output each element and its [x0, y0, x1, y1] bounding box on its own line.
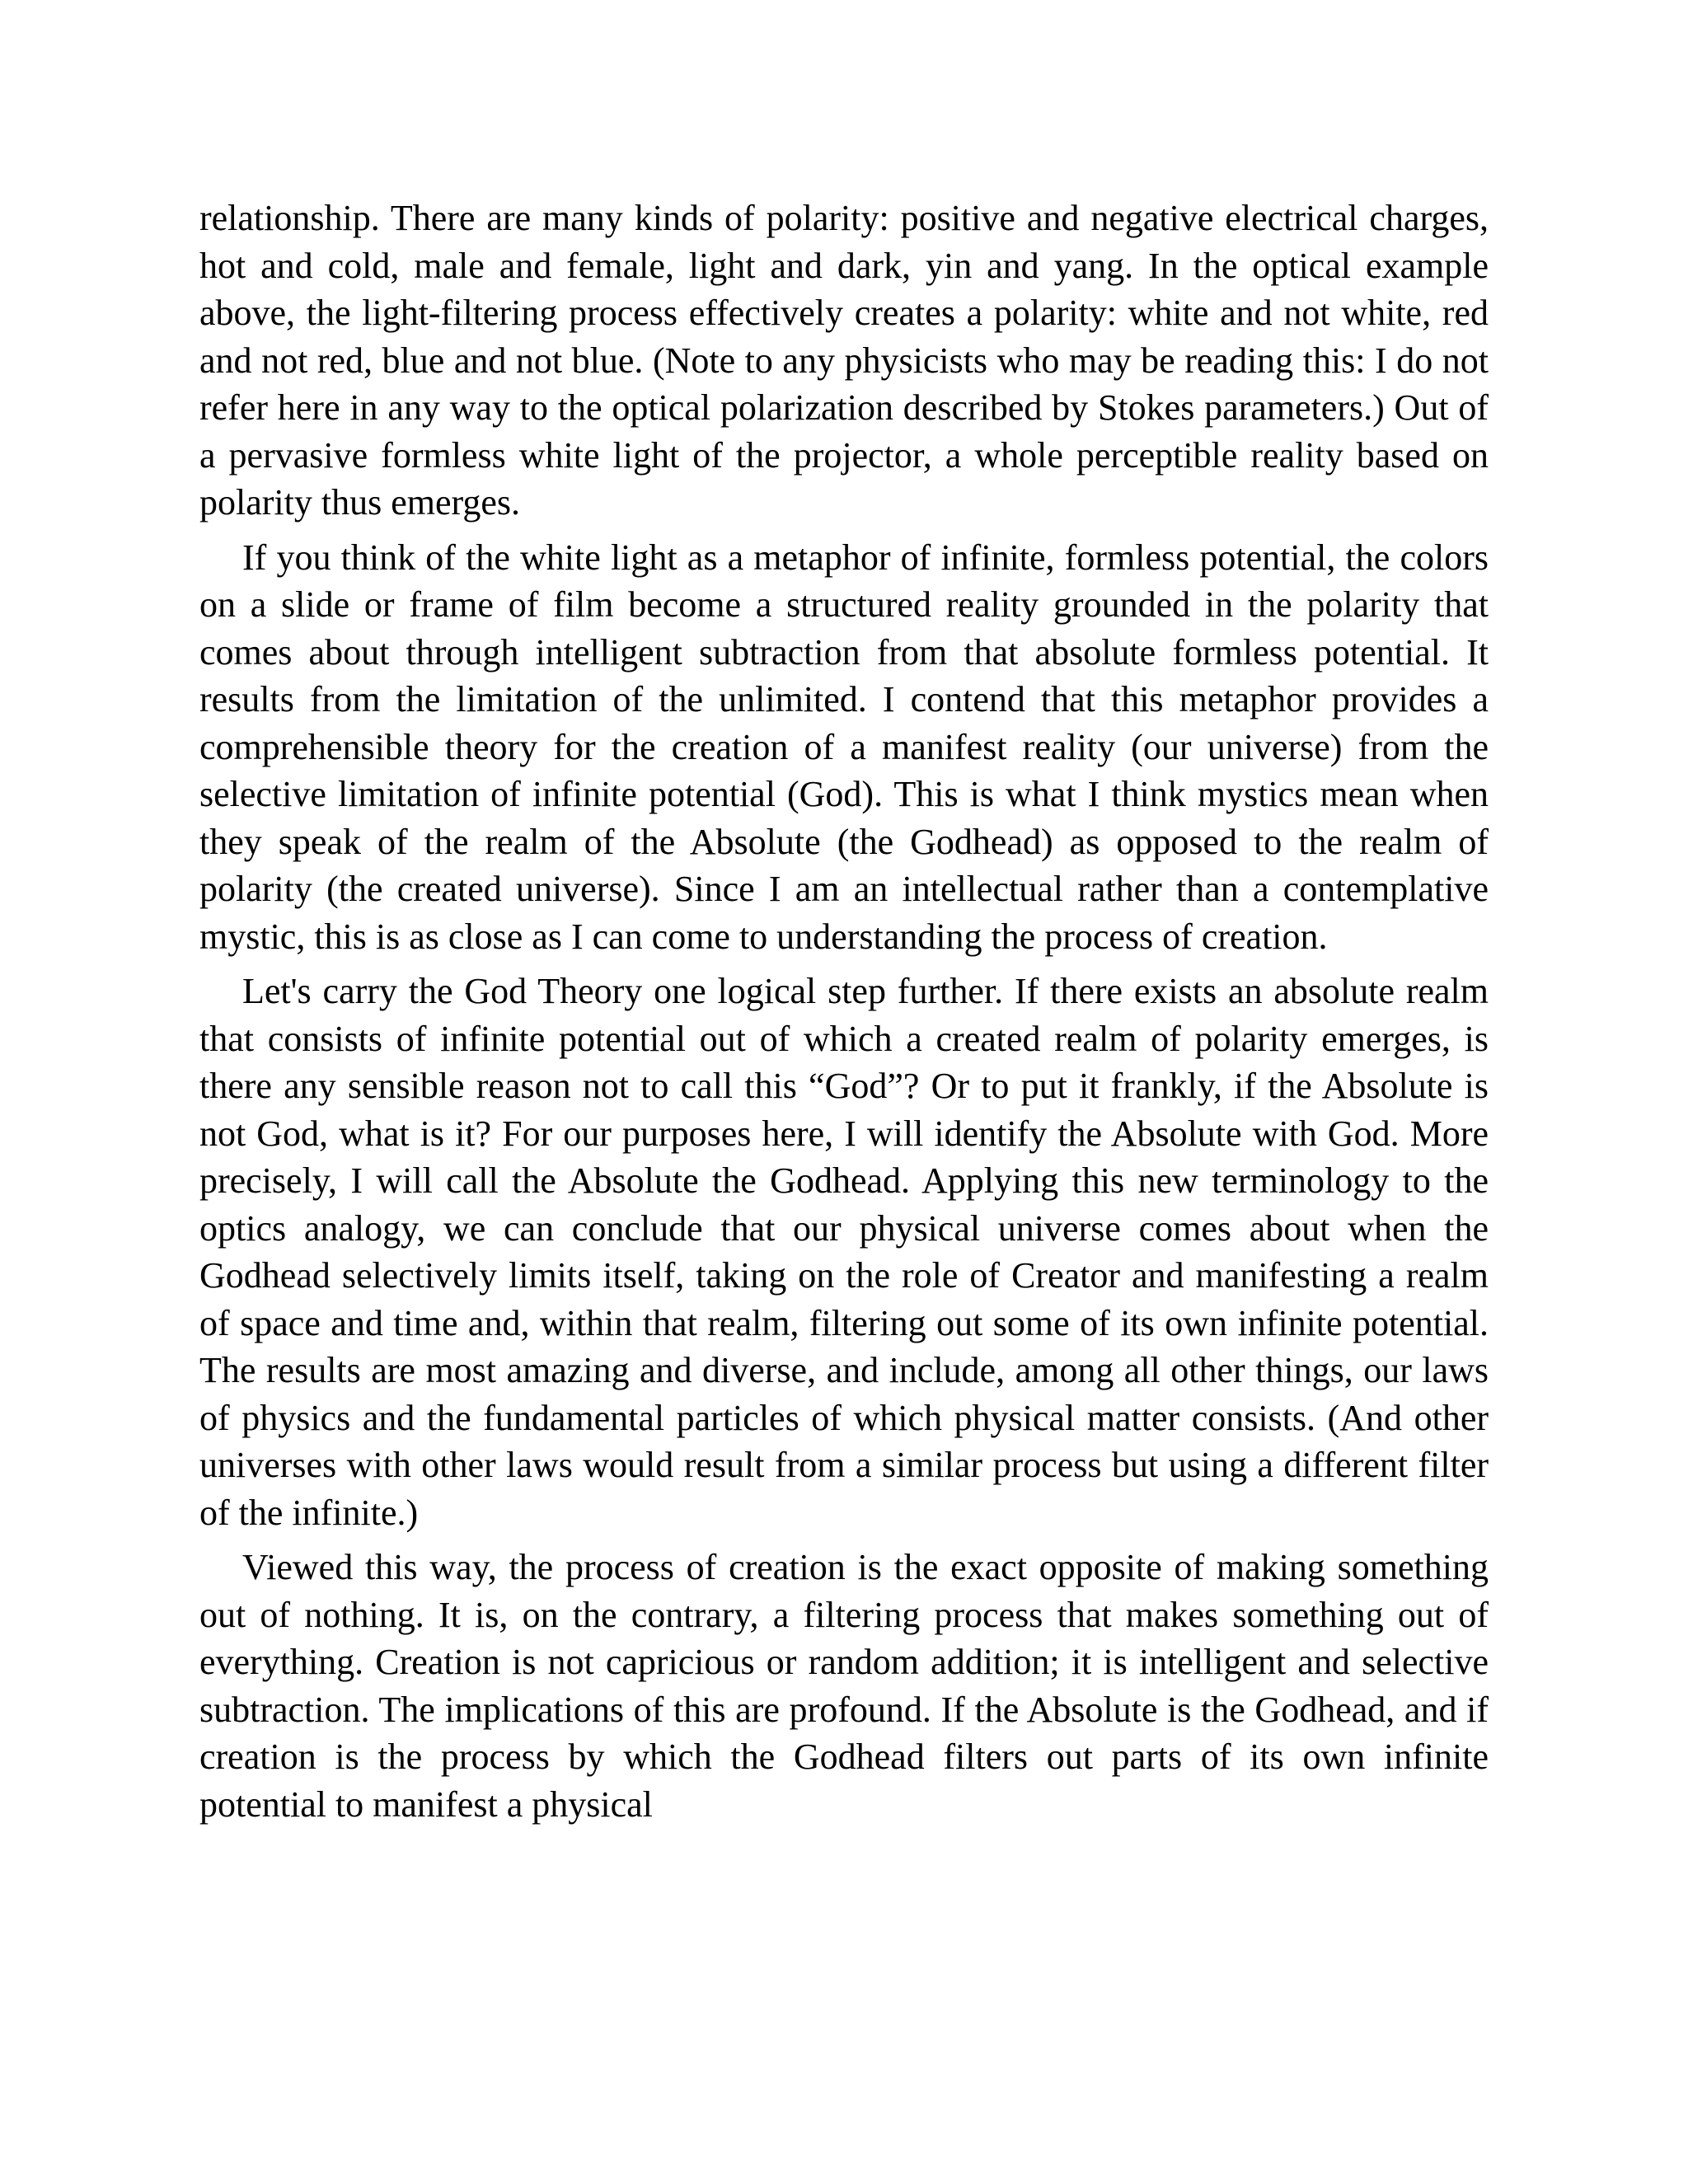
- paragraph-4: Viewed this way, the process of creation is the exact opposite of making something out of nothing. It is, on the contrary, a filtering process that makes something out of everything. Creation is not capricious or random addition; it is intelligent and selective subtraction. The implications of this are profound. If the Absolute is the Godhead, and if creation is the process by which the Godhead filters out parts of its own infinite potential to manifest a physical: [199, 1547, 1489, 1825]
- paragraph-2: If you think of the white light as a metaphor of infinite, formless potential, the colors on a slide or frame of film become a structured reality grounded in the polarity that comes about through intelligent subtraction from that absolute formless potential. It results from the limitation of the unlimited. I contend that this metaphor provides a comprehensible theory for the creation of a manifest reality (our universe) from the selective limitation of infinite potential (God). This is what I think mystics mean when they speak of the realm of the Absolute (the Godhead) as opposed to the realm of polarity (the created universe). Since I am an intellectual rather than a contemplative mystic, this is as close as I can come to understanding the process of creation.: [199, 537, 1489, 957]
- paragraph-3: Let's carry the God Theory one logical step further. If there exists an absolute realm that consists of infinite potential out of which a created realm of polarity emerges, is there any sensible reason not to call this “God”? Or to put it frankly, if the Absolute is not God, what is it? For our purposes here, I will identify the Absolute with God. More precisely, I will call the Absolute the Godhead. Applying this new terminology to the optics analogy, we can conclude that our physical universe comes about when the Godhead selectively limits itself, taking on the role of Creator and manifesting a realm of space and time and, within that realm, filtering out some of its own infinite potential. The results are most amazing and diverse, and include, among all other things, our laws of physics and the fundamental particles of which physical matter consists. (And other universes with other laws would result from a similar process but using a different filter of the infinite.): [199, 971, 1489, 1533]
- paragraph-1: relationship. There are many kinds of polarity: positive and negative electrical charges, hot and cold, male and female, light and dark, yin and yang. In the optical example above, the light-filtering process effectively creates a polarity: white and not white, red and not red, blue and not blue. (Note to any physicists who may be reading this: I do not refer here in any way to the optical polarization described by Stokes parameters.) Out of a pervasive formless white light of the projector, a whole perceptible reality based on polarity thus emerges.: [199, 198, 1489, 523]
- body-text: [199, 194, 1489, 1835]
